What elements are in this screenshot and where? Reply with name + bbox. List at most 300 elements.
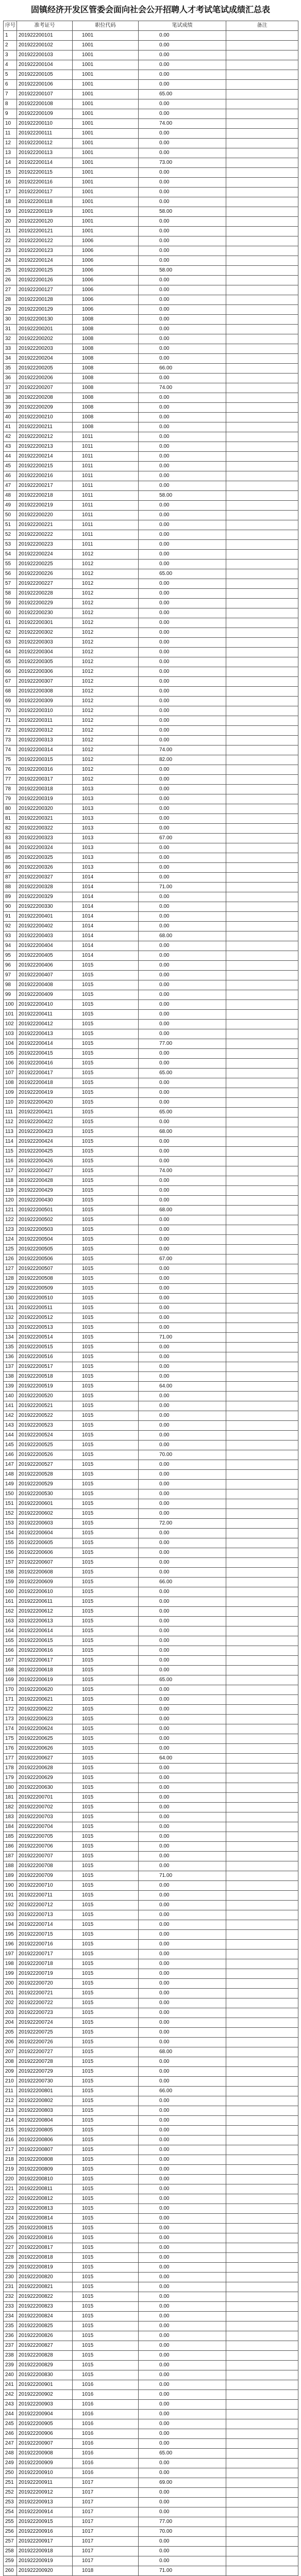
cell-serial-number: 252 bbox=[4, 2488, 17, 2498]
cell-exam-number: 201922200706 bbox=[17, 1842, 73, 1852]
cell-serial-number: 220 bbox=[4, 2175, 17, 2184]
cell-written-score: 0.00 bbox=[139, 2028, 226, 2038]
cell-serial-number: 259 bbox=[4, 2556, 17, 2566]
cell-exam-number: 201922200201 bbox=[17, 325, 73, 334]
cell-position-code: 1013 bbox=[73, 794, 139, 804]
cell-position-code: 1015 bbox=[73, 1176, 139, 1186]
cell-position-code: 1015 bbox=[73, 2194, 139, 2204]
cell-written-score: 66.00 bbox=[139, 2087, 226, 2096]
cell-remarks bbox=[226, 2273, 298, 2282]
cell-remarks bbox=[226, 1499, 298, 1509]
cell-written-score: 0.00 bbox=[139, 1930, 226, 1940]
cell-serial-number: 136 bbox=[4, 1352, 17, 1362]
cell-serial-number: 101 bbox=[4, 1010, 17, 1020]
cell-written-score: 0.00 bbox=[139, 1920, 226, 1930]
cell-remarks bbox=[226, 667, 298, 677]
cell-remarks bbox=[226, 2233, 298, 2243]
cell-serial-number: 121 bbox=[4, 1206, 17, 1215]
cell-exam-number: 201922200205 bbox=[17, 364, 73, 374]
cell-position-code: 1015 bbox=[73, 1137, 139, 1147]
cell-exam-number: 201922200602 bbox=[17, 1509, 73, 1519]
cell-exam-number: 201922200508 bbox=[17, 1274, 73, 1284]
cell-position-code: 1015 bbox=[73, 1529, 139, 1538]
cell-serial-number: 58 bbox=[4, 589, 17, 599]
cell-position-code: 1015 bbox=[73, 1773, 139, 1783]
table-row bbox=[4, 843, 298, 853]
cell-exam-number: 201922200529 bbox=[17, 1480, 73, 1489]
cell-serial-number: 234 bbox=[4, 2312, 17, 2321]
cell-written-score: 0.00 bbox=[139, 726, 226, 736]
cell-written-score: 0.00 bbox=[139, 961, 226, 971]
cell-position-code: 1001 bbox=[73, 99, 139, 109]
cell-exam-number: 201922200523 bbox=[17, 1421, 73, 1431]
cell-position-code: 1015 bbox=[73, 1607, 139, 1617]
cell-position-code: 1015 bbox=[73, 2321, 139, 2331]
cell-serial-number: 39 bbox=[4, 403, 17, 413]
table-row bbox=[4, 2341, 298, 2351]
cell-remarks bbox=[226, 2410, 298, 2419]
cell-position-code: 1015 bbox=[73, 2282, 139, 2292]
cell-serial-number: 249 bbox=[4, 2459, 17, 2468]
cell-written-score: 0.00 bbox=[139, 1480, 226, 1489]
cell-position-code: 1012 bbox=[73, 569, 139, 579]
cell-remarks bbox=[226, 491, 298, 501]
cell-written-score: 0.00 bbox=[139, 1734, 226, 1744]
cell-written-score: 0.00 bbox=[139, 2331, 226, 2341]
cell-serial-number: 166 bbox=[4, 1646, 17, 1656]
cell-exam-number: 201922200824 bbox=[17, 2312, 73, 2321]
cell-remarks bbox=[226, 325, 298, 334]
cell-exam-number: 201922200825 bbox=[17, 2321, 73, 2331]
cell-position-code: 1015 bbox=[73, 1998, 139, 2008]
cell-serial-number: 240 bbox=[4, 2370, 17, 2380]
cell-remarks bbox=[226, 2468, 298, 2478]
cell-exam-number: 201922200918 bbox=[17, 2547, 73, 2556]
cell-remarks bbox=[226, 2028, 298, 2038]
cell-remarks bbox=[226, 1793, 298, 1803]
cell-exam-number: 201922200229 bbox=[17, 599, 73, 608]
cell-remarks bbox=[226, 276, 298, 285]
cell-remarks bbox=[226, 2566, 298, 2576]
cell-written-score: 0.00 bbox=[139, 2096, 226, 2106]
cell-serial-number: 195 bbox=[4, 1930, 17, 1940]
cell-serial-number: 20 bbox=[4, 217, 17, 227]
cell-written-score: 0.00 bbox=[139, 442, 226, 452]
cell-remarks bbox=[226, 814, 298, 824]
cell-position-code: 1001 bbox=[73, 31, 139, 41]
cell-position-code: 1015 bbox=[73, 1343, 139, 1352]
cell-position-code: 1015 bbox=[73, 1196, 139, 1206]
table-row bbox=[4, 80, 298, 90]
cell-serial-number: 198 bbox=[4, 1959, 17, 1969]
cell-exam-number: 201922200715 bbox=[17, 1930, 73, 1940]
cell-exam-number: 201922200616 bbox=[17, 1646, 73, 1656]
cell-written-score: 0.00 bbox=[139, 1852, 226, 1861]
cell-serial-number: 241 bbox=[4, 2380, 17, 2390]
cell-serial-number: 151 bbox=[4, 1499, 17, 1509]
cell-exam-number: 201922200727 bbox=[17, 2047, 73, 2057]
cell-exam-number: 201922200827 bbox=[17, 2341, 73, 2351]
table-row bbox=[4, 109, 298, 119]
cell-remarks bbox=[226, 2253, 298, 2263]
table-row bbox=[4, 1215, 298, 1225]
cell-position-code: 1012 bbox=[73, 736, 139, 745]
cell-exam-number: 201922200324 bbox=[17, 843, 73, 853]
cell-written-score: 0.00 bbox=[139, 1626, 226, 1636]
cell-serial-number: 21 bbox=[4, 227, 17, 236]
cell-remarks bbox=[226, 1029, 298, 1039]
cell-position-code: 1015 bbox=[73, 1578, 139, 1587]
cell-position-code: 1015 bbox=[73, 1117, 139, 1127]
cell-written-score: 0.00 bbox=[139, 1666, 226, 1675]
cell-written-score: 71.00 bbox=[139, 2566, 226, 2576]
cell-serial-number: 123 bbox=[4, 1225, 17, 1235]
cell-written-score: 0.00 bbox=[139, 2116, 226, 2126]
cell-written-score: 0.00 bbox=[139, 971, 226, 980]
cell-serial-number: 256 bbox=[4, 2527, 17, 2537]
cell-exam-number: 201922200821 bbox=[17, 2282, 73, 2292]
cell-remarks bbox=[226, 589, 298, 599]
cell-exam-number: 201922200223 bbox=[17, 540, 73, 550]
cell-serial-number: 192 bbox=[4, 1901, 17, 1910]
cell-exam-number: 201922200308 bbox=[17, 687, 73, 697]
table-row bbox=[4, 1891, 298, 1901]
cell-serial-number: 160 bbox=[4, 1587, 17, 1597]
cell-serial-number: 125 bbox=[4, 1245, 17, 1255]
cell-remarks bbox=[226, 1724, 298, 1734]
table-row bbox=[4, 276, 298, 285]
cell-written-score: 64.00 bbox=[139, 1382, 226, 1392]
cell-position-code: 1015 bbox=[73, 1245, 139, 1255]
cell-remarks bbox=[226, 481, 298, 491]
cell-written-score: 0.00 bbox=[139, 2057, 226, 2067]
cell-serial-number: 70 bbox=[4, 706, 17, 716]
cell-position-code: 1015 bbox=[73, 1558, 139, 1568]
cell-written-score: 0.00 bbox=[139, 1264, 226, 1274]
cell-position-code: 1011 bbox=[73, 432, 139, 442]
cell-exam-number: 201922200110 bbox=[17, 119, 73, 129]
table-row bbox=[4, 1460, 298, 1470]
table-row bbox=[4, 853, 298, 863]
cell-position-code: 1011 bbox=[73, 452, 139, 462]
cell-remarks bbox=[226, 765, 298, 775]
cell-written-score: 0.00 bbox=[139, 462, 226, 471]
cell-remarks bbox=[226, 1166, 298, 1176]
cell-serial-number: 162 bbox=[4, 1607, 17, 1617]
cell-exam-number: 201922200718 bbox=[17, 1959, 73, 1969]
cell-remarks bbox=[226, 462, 298, 471]
cell-remarks bbox=[226, 471, 298, 481]
table-row bbox=[4, 1323, 298, 1333]
cell-exam-number: 201922200909 bbox=[17, 2459, 73, 2468]
cell-written-score: 0.00 bbox=[139, 941, 226, 951]
table-row bbox=[4, 2214, 298, 2224]
cell-position-code: 1008 bbox=[73, 344, 139, 354]
cell-written-score: 0.00 bbox=[139, 1010, 226, 1020]
cell-exam-number: 201922200920 bbox=[17, 2566, 73, 2576]
cell-written-score: 0.00 bbox=[139, 530, 226, 540]
table-row bbox=[4, 1401, 298, 1411]
cell-remarks bbox=[226, 1401, 298, 1411]
cell-remarks bbox=[226, 1558, 298, 1568]
cell-serial-number: 133 bbox=[4, 1323, 17, 1333]
table-row bbox=[4, 31, 298, 41]
cell-serial-number: 229 bbox=[4, 2263, 17, 2273]
cell-serial-number: 223 bbox=[4, 2204, 17, 2214]
cell-serial-number: 183 bbox=[4, 1812, 17, 1822]
cell-written-score: 66.00 bbox=[139, 1578, 226, 1587]
cell-remarks bbox=[226, 2145, 298, 2155]
cell-remarks bbox=[226, 1812, 298, 1822]
cell-remarks bbox=[226, 697, 298, 706]
cell-serial-number: 232 bbox=[4, 2292, 17, 2302]
table-row bbox=[4, 315, 298, 325]
cell-written-score: 0.00 bbox=[139, 863, 226, 873]
cell-written-score: 0.00 bbox=[139, 1215, 226, 1225]
cell-remarks bbox=[226, 1754, 298, 1764]
cell-remarks bbox=[226, 2204, 298, 2214]
cell-remarks bbox=[226, 139, 298, 148]
table-row bbox=[4, 1078, 298, 1088]
table-row bbox=[4, 1803, 298, 1812]
cell-written-score: 0.00 bbox=[139, 1460, 226, 1470]
table-row bbox=[4, 403, 298, 413]
cell-exam-number: 201922200807 bbox=[17, 2145, 73, 2155]
cell-written-score: 0.00 bbox=[139, 2429, 226, 2439]
table-row bbox=[4, 1656, 298, 1666]
cell-remarks bbox=[226, 1470, 298, 1480]
cell-written-score: 0.00 bbox=[139, 540, 226, 550]
cell-position-code: 1008 bbox=[73, 374, 139, 383]
table-row bbox=[4, 197, 298, 207]
cell-exam-number: 201922200220 bbox=[17, 511, 73, 520]
cell-exam-number: 201922200112 bbox=[17, 139, 73, 148]
cell-remarks bbox=[226, 2547, 298, 2556]
cell-serial-number: 253 bbox=[4, 2498, 17, 2507]
cell-position-code: 1015 bbox=[73, 1950, 139, 1959]
cell-remarks bbox=[226, 1343, 298, 1352]
cell-written-score: 68.00 bbox=[139, 1206, 226, 1215]
cell-position-code: 1014 bbox=[73, 873, 139, 883]
cell-written-score: 0.00 bbox=[139, 520, 226, 530]
cell-exam-number: 201922200719 bbox=[17, 1969, 73, 1979]
table-row bbox=[4, 2175, 298, 2184]
cell-exam-number: 201922200511 bbox=[17, 1303, 73, 1313]
table-row bbox=[4, 1480, 298, 1489]
cell-remarks bbox=[226, 227, 298, 236]
table-row bbox=[4, 471, 298, 481]
cell-exam-number: 201922200514 bbox=[17, 1333, 73, 1343]
cell-position-code: 1001 bbox=[73, 129, 139, 139]
cell-exam-number: 201922200721 bbox=[17, 1989, 73, 1998]
cell-position-code: 1015 bbox=[73, 1871, 139, 1881]
cell-exam-number: 201922200512 bbox=[17, 1313, 73, 1323]
table-row bbox=[4, 1901, 298, 1910]
cell-remarks bbox=[226, 1020, 298, 1029]
cell-written-score: 0.00 bbox=[139, 2351, 226, 2361]
cell-written-score: 0.00 bbox=[139, 716, 226, 726]
cell-written-score: 0.00 bbox=[139, 99, 226, 109]
cell-position-code: 1001 bbox=[73, 197, 139, 207]
cell-exam-number: 201922200614 bbox=[17, 1626, 73, 1636]
cell-serial-number: 203 bbox=[4, 2008, 17, 2018]
cell-written-score: 0.00 bbox=[139, 1548, 226, 1558]
table-row bbox=[4, 1607, 298, 1617]
cell-position-code: 1015 bbox=[73, 1695, 139, 1705]
cell-position-code: 1015 bbox=[73, 2018, 139, 2028]
cell-position-code: 1015 bbox=[73, 2077, 139, 2087]
table-row bbox=[4, 628, 298, 638]
table-row bbox=[4, 1959, 298, 1969]
cell-written-score: 0.00 bbox=[139, 1989, 226, 1998]
cell-written-score: 0.00 bbox=[139, 1773, 226, 1783]
table-row bbox=[4, 1274, 298, 1284]
cell-serial-number: 148 bbox=[4, 1470, 17, 1480]
cell-written-score: 58.00 bbox=[139, 491, 226, 501]
cell-exam-number: 201922200418 bbox=[17, 1078, 73, 1088]
cell-position-code: 1015 bbox=[73, 1411, 139, 1421]
cell-exam-number: 201922200519 bbox=[17, 1382, 73, 1392]
table-row bbox=[4, 2165, 298, 2175]
cell-serial-number: 61 bbox=[4, 618, 17, 628]
cell-remarks bbox=[226, 2390, 298, 2400]
cell-remarks bbox=[226, 1548, 298, 1558]
table-row bbox=[4, 687, 298, 697]
cell-exam-number: 201922200820 bbox=[17, 2273, 73, 2282]
cell-written-score: 0.00 bbox=[139, 2008, 226, 2018]
cell-serial-number: 225 bbox=[4, 2224, 17, 2233]
cell-position-code: 1015 bbox=[73, 1098, 139, 1108]
cell-exam-number: 201922200304 bbox=[17, 648, 73, 657]
cell-written-score: 74.00 bbox=[139, 1166, 226, 1176]
cell-position-code: 1015 bbox=[73, 2341, 139, 2351]
cell-written-score: 0.00 bbox=[139, 1812, 226, 1822]
cell-remarks bbox=[226, 50, 298, 60]
cell-serial-number: 1 bbox=[4, 31, 17, 41]
cell-position-code: 1015 bbox=[73, 1499, 139, 1509]
cell-position-code: 1015 bbox=[73, 1597, 139, 1607]
cell-position-code: 1015 bbox=[73, 1352, 139, 1362]
cell-position-code: 1016 bbox=[73, 2439, 139, 2449]
cell-remarks bbox=[226, 1587, 298, 1597]
cell-written-score: 0.00 bbox=[139, 1000, 226, 1010]
cell-written-score: 73.00 bbox=[139, 158, 226, 168]
cell-serial-number: 96 bbox=[4, 961, 17, 971]
cell-serial-number: 88 bbox=[4, 883, 17, 892]
cell-exam-number: 201922200902 bbox=[17, 2390, 73, 2400]
cell-serial-number: 3 bbox=[4, 50, 17, 60]
cell-serial-number: 118 bbox=[4, 1176, 17, 1186]
cell-written-score: 0.00 bbox=[139, 853, 226, 863]
cell-written-score: 0.00 bbox=[139, 2468, 226, 2478]
cell-exam-number: 201922200613 bbox=[17, 1617, 73, 1626]
table-row bbox=[4, 560, 298, 569]
table-row bbox=[4, 814, 298, 824]
cell-remarks bbox=[226, 1333, 298, 1343]
cell-remarks bbox=[226, 1137, 298, 1147]
score-table bbox=[3, 21, 298, 2576]
cell-written-score: 0.00 bbox=[139, 1098, 226, 1108]
cell-position-code: 1012 bbox=[73, 745, 139, 755]
cell-written-score: 74.00 bbox=[139, 745, 226, 755]
cell-remarks bbox=[226, 1382, 298, 1392]
table-row bbox=[4, 2292, 298, 2302]
cell-serial-number: 213 bbox=[4, 2106, 17, 2116]
table-row bbox=[4, 393, 298, 403]
cell-exam-number: 201922200108 bbox=[17, 99, 73, 109]
cell-written-score: 0.00 bbox=[139, 1783, 226, 1793]
cell-exam-number: 201922200420 bbox=[17, 1098, 73, 1108]
cell-position-code: 1014 bbox=[73, 902, 139, 912]
cell-position-code: 1001 bbox=[73, 178, 139, 188]
cell-written-score: 0.00 bbox=[139, 1196, 226, 1206]
cell-exam-number: 201922200717 bbox=[17, 1950, 73, 1959]
cell-position-code: 1015 bbox=[73, 1646, 139, 1656]
cell-exam-number: 201922200823 bbox=[17, 2302, 73, 2312]
cell-remarks bbox=[226, 1245, 298, 1255]
table-row bbox=[4, 295, 298, 305]
cell-position-code: 1015 bbox=[73, 2243, 139, 2253]
cell-exam-number: 201922200222 bbox=[17, 530, 73, 540]
cell-remarks bbox=[226, 90, 298, 99]
cell-serial-number: 199 bbox=[4, 1969, 17, 1979]
cell-position-code: 1015 bbox=[73, 2204, 139, 2214]
cell-position-code: 1015 bbox=[73, 1675, 139, 1685]
table-row bbox=[4, 550, 298, 560]
cell-position-code: 1011 bbox=[73, 491, 139, 501]
cell-position-code: 1015 bbox=[73, 1538, 139, 1548]
cell-position-code: 1012 bbox=[73, 589, 139, 599]
table-row bbox=[4, 1597, 298, 1607]
cell-exam-number: 201922200407 bbox=[17, 971, 73, 980]
cell-written-score: 0.00 bbox=[139, 550, 226, 560]
table-row bbox=[4, 364, 298, 374]
cell-remarks bbox=[226, 1098, 298, 1108]
cell-remarks bbox=[226, 2429, 298, 2439]
cell-exam-number: 201922200521 bbox=[17, 1401, 73, 1411]
cell-serial-number: 154 bbox=[4, 1529, 17, 1538]
cell-position-code: 1015 bbox=[73, 1294, 139, 1303]
cell-written-score: 0.00 bbox=[139, 2341, 226, 2351]
table-row bbox=[4, 491, 298, 501]
table-row bbox=[4, 2047, 298, 2057]
cell-position-code: 1012 bbox=[73, 550, 139, 560]
cell-remarks bbox=[226, 1871, 298, 1881]
cell-remarks bbox=[226, 1842, 298, 1852]
cell-remarks bbox=[226, 2331, 298, 2341]
cell-exam-number: 201922200905 bbox=[17, 2419, 73, 2429]
cell-remarks bbox=[226, 922, 298, 931]
table-row bbox=[4, 1969, 298, 1979]
cell-exam-number: 201922200429 bbox=[17, 1186, 73, 1196]
cell-exam-number: 201922200421 bbox=[17, 1108, 73, 1117]
cell-exam-number: 201922200115 bbox=[17, 168, 73, 178]
cell-exam-number: 201922200907 bbox=[17, 2439, 73, 2449]
cell-exam-number: 201922200829 bbox=[17, 2361, 73, 2370]
cell-exam-number: 201922200506 bbox=[17, 1255, 73, 1264]
cell-written-score: 0.00 bbox=[139, 1969, 226, 1979]
table-row bbox=[4, 119, 298, 129]
table-row bbox=[4, 2566, 298, 2576]
cell-exam-number: 201922200510 bbox=[17, 1294, 73, 1303]
cell-position-code: 1015 bbox=[73, 1617, 139, 1626]
cell-exam-number: 201922200808 bbox=[17, 2155, 73, 2165]
cell-exam-number: 201922200427 bbox=[17, 1166, 73, 1176]
cell-position-code: 1017 bbox=[73, 2507, 139, 2517]
cell-exam-number: 201922200711 bbox=[17, 1891, 73, 1901]
cell-serial-number: 217 bbox=[4, 2145, 17, 2155]
cell-written-score: 0.00 bbox=[139, 814, 226, 824]
